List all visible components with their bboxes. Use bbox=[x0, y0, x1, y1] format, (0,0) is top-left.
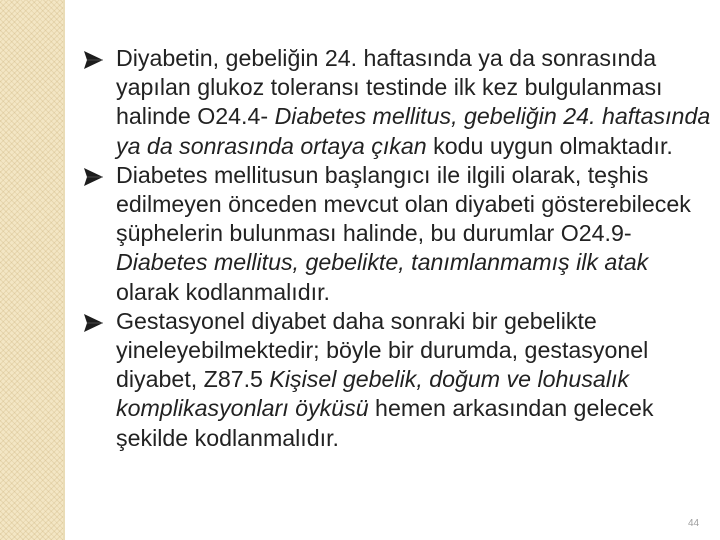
bullet-list bbox=[82, 44, 714, 453]
decorative-side-strip bbox=[0, 0, 63, 540]
bullet-1-text-normal: Diyabetin, gebeliğin 24. haftasında ya da sonrasında yapılan glukoz toleransı testinde ilk kez bulgulanması halinde O24.4- bbox=[116, 45, 663, 130]
bullet-item-3 bbox=[82, 307, 714, 453]
arrowhead-bullet-icon bbox=[82, 44, 108, 73]
bullet-2-text-italic: Diabetes mellitus, gebelikte, tanımlanmamış ilk atak bbox=[116, 249, 649, 276]
bullet-1-text-italic: Diabetes mellitus, gebeliğin 24. haftasında ya da sonrasında ortaya çıkan bbox=[116, 103, 711, 159]
bullet-3-text-tail: hemen arkasından gelecek şekilde kodlanmalıdır. bbox=[116, 395, 654, 451]
bullet-2-text-normal: Diabetes mellitusun başlangıcı ile ilgili olarak, teşhis edilmeyen önceden mevcut olan diyabeti gösterebilecek şüphelerin bulunması halinde, bu durumlar O24.9- bbox=[116, 161, 691, 247]
bullet-3-text-italic: Kişisel gebelik, doğum ve lohusalık komplikasyonları öyküsü bbox=[116, 366, 630, 422]
page-number: 44 bbox=[688, 518, 700, 529]
bullet-item-1 bbox=[82, 44, 714, 161]
bullet-1-text-tail: kodu uygun olmaktadır. bbox=[426, 132, 673, 159]
side-strip-edge bbox=[63, 0, 65, 540]
bullet-item-2 bbox=[82, 161, 714, 307]
arrowhead-bullet-icon bbox=[82, 161, 108, 190]
arrowhead-bullet-icon bbox=[82, 307, 108, 336]
bullet-3-text-normal: Gestasyonel diyabet daha sonraki bir gebelikte yineleyebilmektedir; böyle bir durumda, gestasyonel diyabet, Z87.5 bbox=[116, 307, 649, 393]
bullet-2-text-tail: olarak kodlanmalıdır. bbox=[116, 278, 330, 305]
